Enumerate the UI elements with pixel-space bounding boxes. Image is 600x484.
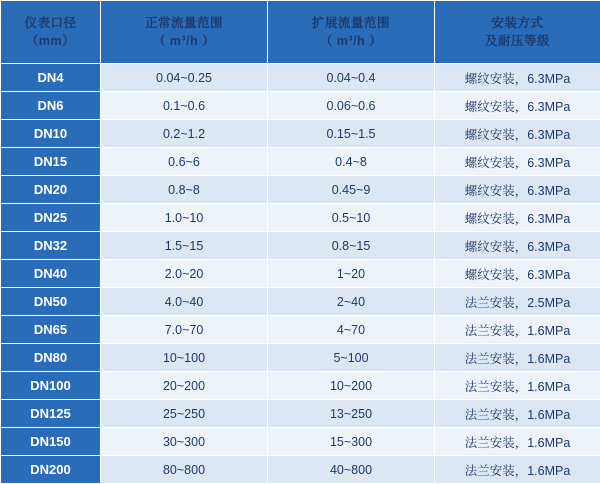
- cell-normal-range: 30~300: [101, 428, 268, 456]
- table-row: [1, 148, 600, 176]
- cell-normal-range: 1.0~10: [101, 204, 268, 232]
- cell-diameter: DN25: [1, 204, 101, 232]
- table-row: [1, 64, 600, 92]
- cell-installation: 螺纹安装，6.3MPa: [435, 92, 600, 120]
- cell-diameter: DN32: [1, 232, 101, 260]
- table-row: [1, 456, 600, 484]
- cell-installation: 螺纹安装，6.3MPa: [435, 232, 600, 260]
- cell-diameter: DN125: [1, 400, 101, 428]
- cell-installation: 螺纹安装，6.3MPa: [435, 204, 600, 232]
- table-row: [1, 260, 600, 288]
- table-row: [1, 232, 600, 260]
- cell-diameter: DN100: [1, 372, 101, 400]
- header-line1: 扩展流量范围: [312, 16, 390, 30]
- cell-extended-range: 1~20: [268, 260, 435, 288]
- table-row: [1, 428, 600, 456]
- cell-extended-range: 0.15~1.5: [268, 120, 435, 148]
- cell-normal-range: 10~100: [101, 344, 268, 372]
- cell-installation: 螺纹安装，6.3MPa: [435, 260, 600, 288]
- cell-installation: 法兰安装，1.6MPa: [435, 344, 600, 372]
- header-cell-installation: [435, 1, 600, 64]
- header-line2: （ m³/h ）: [101, 32, 267, 50]
- cell-extended-range: 0.5~10: [268, 204, 435, 232]
- table-row: [1, 372, 600, 400]
- cell-normal-range: 1.5~15: [101, 232, 268, 260]
- cell-diameter: DN150: [1, 428, 101, 456]
- table-row: [1, 204, 600, 232]
- cell-installation: 法兰安装，2.5MPa: [435, 288, 600, 316]
- header-line1: 仪表口径: [24, 16, 76, 30]
- cell-installation: 法兰安装，1.6MPa: [435, 400, 600, 428]
- cell-normal-range: 80~800: [101, 456, 268, 484]
- cell-installation: 螺纹安装，6.3MPa: [435, 64, 600, 92]
- cell-normal-range: 20~200: [101, 372, 268, 400]
- header-line1: 安装方式: [491, 16, 543, 30]
- cell-diameter: DN6: [1, 92, 101, 120]
- cell-installation: 法兰安装，1.6MPa: [435, 456, 600, 484]
- cell-diameter: DN10: [1, 120, 101, 148]
- cell-normal-range: 0.6~6: [101, 148, 268, 176]
- cell-extended-range: 0.06~0.6: [268, 92, 435, 120]
- cell-diameter: DN50: [1, 288, 101, 316]
- cell-installation: 法兰安装，1.6MPa: [435, 428, 600, 456]
- cell-installation: 法兰安装，1.6MPa: [435, 316, 600, 344]
- header-cell-extended-range: [268, 1, 435, 64]
- cell-extended-range: 40~800: [268, 456, 435, 484]
- header-line2: （mm）: [1, 32, 100, 50]
- cell-normal-range: 25~250: [101, 400, 268, 428]
- header-cell-normal-range: [101, 1, 268, 64]
- header-cell-diameter: [1, 1, 101, 64]
- cell-normal-range: 4.0~40: [101, 288, 268, 316]
- table-row: [1, 316, 600, 344]
- header-line1: 正常流量范围: [145, 16, 223, 30]
- cell-diameter: DN80: [1, 344, 101, 372]
- cell-extended-range: 0.04~0.4: [268, 64, 435, 92]
- header-row: [1, 1, 600, 64]
- cell-extended-range: 5~100: [268, 344, 435, 372]
- cell-installation: 螺纹安装，6.3MPa: [435, 176, 600, 204]
- cell-diameter: DN20: [1, 176, 101, 204]
- table-row: [1, 176, 600, 204]
- cell-extended-range: 0.4~8: [268, 148, 435, 176]
- table-row: [1, 120, 600, 148]
- cell-extended-range: 10~200: [268, 372, 435, 400]
- cell-extended-range: 13~250: [268, 400, 435, 428]
- header-line2: （ m³/h ）: [268, 32, 434, 50]
- cell-diameter: DN15: [1, 148, 101, 176]
- table-row: [1, 400, 600, 428]
- cell-normal-range: 2.0~20: [101, 260, 268, 288]
- cell-installation: 螺纹安装，6.3MPa: [435, 148, 600, 176]
- cell-normal-range: 0.2~1.2: [101, 120, 268, 148]
- table-body: [1, 64, 600, 484]
- cell-installation: 法兰安装，1.6MPa: [435, 372, 600, 400]
- table-row: [1, 288, 600, 316]
- cell-normal-range: 0.04~0.25: [101, 64, 268, 92]
- cell-diameter: DN40: [1, 260, 101, 288]
- cell-normal-range: 0.1~0.6: [101, 92, 268, 120]
- cell-extended-range: 4~70: [268, 316, 435, 344]
- table-header: [1, 1, 600, 64]
- table-row: [1, 344, 600, 372]
- cell-normal-range: 7.0~70: [101, 316, 268, 344]
- cell-extended-range: 0.8~15: [268, 232, 435, 260]
- cell-diameter: DN200: [1, 456, 101, 484]
- cell-diameter: DN4: [1, 64, 101, 92]
- cell-extended-range: 15~300: [268, 428, 435, 456]
- table-row: [1, 92, 600, 120]
- cell-extended-range: 2~40: [268, 288, 435, 316]
- cell-extended-range: 0.45~9: [268, 176, 435, 204]
- cell-normal-range: 0.8~8: [101, 176, 268, 204]
- header-line2: 及耐压等级: [435, 32, 600, 50]
- cell-installation: 螺纹安装，6.3MPa: [435, 120, 600, 148]
- cell-diameter: DN65: [1, 316, 101, 344]
